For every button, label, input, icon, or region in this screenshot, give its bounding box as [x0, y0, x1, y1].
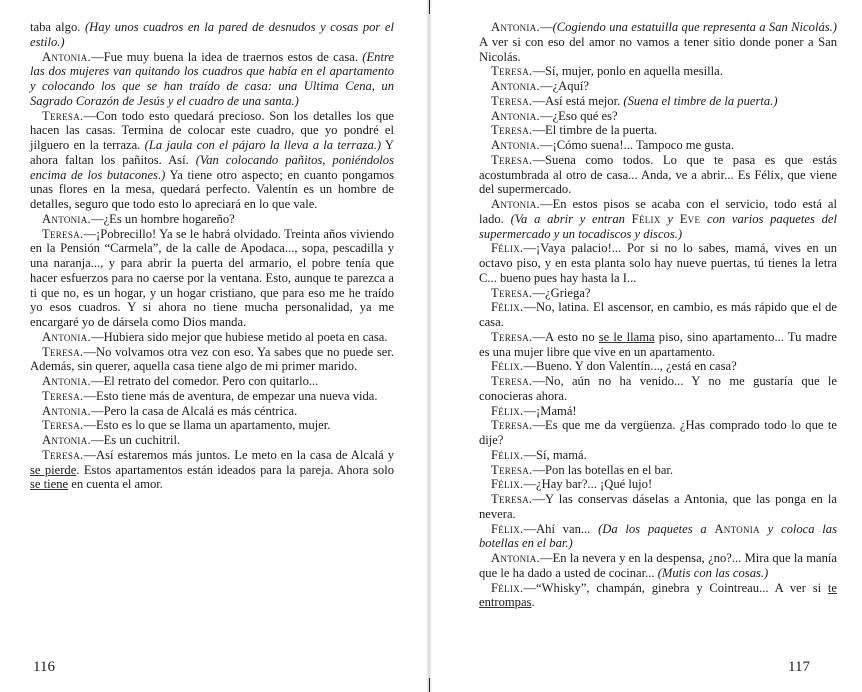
speaker-name: Teresa.: [42, 418, 84, 433]
stage-direction: y coloca las botellas en el bar.): [479, 521, 837, 551]
dialogue-text: te entrompas: [479, 580, 837, 610]
dialogue-text: —Ahí van...: [523, 521, 599, 536]
dialogue-text: . Estos apartamentos están ideados para la pareja. Ahora solo: [76, 462, 394, 477]
speaker-name: Teresa.: [491, 462, 533, 477]
paragraph: [479, 551, 837, 581]
dialogue-text: —Y las conservas dáselas a Antonia, que las ponga en la nevera.: [479, 492, 837, 521]
dialogue-text: —¿Es un hombre hogareño?: [90, 211, 235, 226]
speaker-name: Antonia.: [42, 329, 91, 344]
paragraph: [479, 418, 837, 448]
stage-direction: (Mutis con las cosas.): [657, 565, 769, 580]
stage-direction: (La jaula con el pájaro la lleva a la terraza.): [144, 138, 382, 152]
dialogue-text: —¿Griega?: [532, 285, 591, 300]
dialogue-text: Ya tiene otro aspecto; en cuanto pongamos unas flores en la mesa, quedará perfecto. Valentín es un hombre de detalles, seguro que todo esto lo apreciará en lo que vale.: [30, 167, 394, 211]
paragraph: [479, 463, 837, 478]
speaker-name: Antonia.: [42, 433, 91, 447]
dialogue-text: se le llama: [598, 329, 655, 344]
speaker-name: Félix.: [491, 241, 524, 256]
dialogue-text: en cuenta el amor.: [68, 477, 163, 492]
dialogue-text: —En estos pisos se acaba con el servicio, todo está al lado.: [479, 197, 837, 226]
speaker-name: Antonia.: [491, 138, 540, 152]
dialogue-text: —El timbre de la puerta.: [532, 123, 658, 138]
speaker-name: Félix.: [491, 477, 524, 492]
dialogue-text: se tiene: [30, 477, 69, 492]
dialogue-text: .: [531, 595, 535, 610]
paragraph: [479, 492, 837, 522]
left-page-number: 116: [33, 659, 55, 675]
paragraph: [30, 212, 394, 227]
dialogue-text: Y ahora faltan los pañitos. Así.: [30, 138, 395, 167]
paragraph: [479, 330, 837, 360]
dialogue-text: —Esto es lo que se llama un apartamento, mujer.: [83, 418, 331, 433]
speaker-name: Antonia.: [491, 551, 540, 565]
paragraph: [479, 404, 837, 419]
dialogue-text: —Pero la casa de Alcalá es más céntrica.: [90, 403, 298, 418]
right-page-number: 117: [788, 659, 810, 675]
dialogue-text: —Hubiera sido mejor que hubiese metido al poeta en casa.: [90, 329, 388, 344]
paragraph: [30, 345, 394, 375]
speaker-name: Antonia.: [491, 20, 540, 34]
dialogue-text: —¡Pobrecillo! Ya se le habrá olvidado. Treinta años viviendo en la Pensión “Carmela”, de la calle de Apodaca..., sopa, pescadilla y una naranja..., y para abrir la puerta del armario, el pobre tenía que hacer esfuerzos para no caerse por la ventana. Esto, aunque te parezca a ti que no, es un hogar, y un hogar cristiano, que para eso me he traído yo esos cuadros. Y si ahora no tiene mucha personalidad, ya me encargaré yo de dársela como Dios manda.: [30, 226, 394, 329]
paragraph: [479, 359, 837, 374]
paragraph: [479, 374, 837, 404]
speaker-name: Teresa.: [491, 152, 533, 167]
left-page-text: [30, 20, 394, 492]
speaker-name: Antonia: [714, 521, 760, 536]
dialogue-text: piso, sino apartamento... Tu madre es una mujer libre que vive en un apartamento.: [479, 329, 837, 359]
dialogue-text: —: [539, 20, 553, 34]
paragraph: [30, 374, 394, 389]
dialogue-text: —Sí, mujer, ponlo en aquella mesilla.: [532, 64, 723, 79]
dialogue-text: —El retrato del comedor. Pero con quitarlo...: [90, 374, 319, 388]
dialogue-text: —No, aún no ha venido... Y no me gustaría que le conocieras ahora.: [479, 374, 837, 403]
paragraph: [30, 227, 394, 330]
paragraph: [30, 389, 394, 404]
dialogue-text: —¡Mamá!: [523, 403, 577, 418]
paragraph: [479, 138, 837, 153]
right-page-text: [479, 20, 837, 610]
paragraph: [479, 522, 837, 552]
paragraph: [479, 20, 837, 64]
paragraph: [30, 20, 394, 50]
paragraph: [30, 109, 394, 212]
speaker-name: Antonia.: [42, 374, 91, 388]
stage-direction: (Cogiendo una estatuilla que representa a San Nicolás.): [552, 20, 837, 34]
speaker-name: Félix.: [491, 359, 524, 374]
speaker-name: Antonia.: [42, 403, 91, 418]
stage-direction: con varios paquetes del supermercado y un tocadiscos y discos.): [479, 211, 837, 241]
dialogue-text: —Sí, mamá.: [523, 447, 587, 462]
dialogue-text: —Suena como todos. Lo que te pasa es que estás acostumbrada al otro de casa... Anda, ve a abrir... Es Félix, que viene del supermercado.: [479, 152, 837, 197]
speaker-name: Teresa.: [42, 388, 84, 403]
speaker-name: Antonia.: [491, 108, 540, 123]
stage-direction: (Van colocando pañitos, poniéndolos encima de los butacones.): [30, 152, 394, 182]
right-page: [431, 0, 862, 692]
speaker-name: Félix.: [491, 447, 524, 462]
dialogue-text: —En la nevera y en la despensa, ¿no?... Mira que la manía que le ha dado a usted de cocinar...: [479, 551, 837, 580]
speaker-name: Teresa.: [491, 329, 533, 344]
speaker-name: Félix.: [491, 521, 524, 536]
paragraph: [30, 418, 394, 433]
dialogue-text: —Así estaremos más juntos. Le meto en la casa de Alcalá y: [83, 447, 394, 462]
paragraph: [479, 64, 837, 79]
dialogue-text: —Es que me da vergüenza. ¿Has comprado todo lo que te dije?: [479, 418, 837, 447]
dialogue-text: —¿Aquí?: [539, 79, 589, 93]
speaker-name: Teresa.: [491, 93, 533, 108]
paragraph: [479, 448, 837, 463]
paragraph: [30, 50, 394, 109]
stage-direction: (Va a abrir y entran: [510, 211, 632, 226]
speaker-name: Antonia.: [42, 49, 91, 64]
paragraph: [479, 123, 837, 138]
dialogue-text: —Bueno. Y don Valentín..., ¿está en casa?: [523, 359, 737, 374]
dialogue-text: —¡Cómo suena!... Tampoco me gusta.: [539, 138, 735, 152]
paragraph: [479, 109, 837, 124]
paragraph: [479, 197, 837, 241]
speaker-name: Teresa.: [491, 285, 533, 300]
paragraph: [479, 94, 837, 109]
stage-direction: (Entre las dos mujeres van quitando los cuadros que había en el apartamento y colocando los que se han traído de casa: una Ultima Cena, un Sagrado Corazón de Jesús y el cuadro de una santa.): [30, 49, 394, 108]
dialogue-text: —Es un cuchitril.: [90, 433, 181, 447]
paragraph: [479, 153, 837, 197]
paragraph: [30, 433, 394, 448]
paragraph: [479, 300, 837, 330]
paragraph: [30, 448, 394, 492]
speaker-name: Antonia.: [491, 197, 540, 211]
dialogue-text: —No, latina. El ascensor, en cambio, es más rápido que el de casa.: [479, 300, 837, 329]
dialogue-text: —Fue muy buena la idea de traernos estos de casa.: [90, 49, 363, 64]
speaker-name: Teresa.: [42, 344, 84, 359]
speaker-name: Félix.: [491, 403, 524, 418]
dialogue-text: —No volvamos otra vez con eso. Ya sabes que no puede ser. Además, sin querer, aquella casa tiene algo de mi primer marido.: [30, 344, 394, 374]
paragraph: [479, 241, 837, 285]
dialogue-text: se pierde: [30, 462, 77, 477]
dialogue-text: —¿Hay bar?... ¡Qué lujo!: [523, 477, 653, 492]
dialogue-text: —“Whisky”, champán, ginebra y Cointreau... A ver si: [523, 580, 828, 595]
dialogue-text: —¿Eso qué es?: [539, 108, 618, 123]
speaker-name: Teresa.: [491, 492, 533, 506]
stage-direction: (Hay unos cuadros en la pared de desnudos y cosas por el estilo.): [30, 20, 394, 49]
dialogue-text: —A esto no: [532, 329, 599, 344]
dialogue-text: —Así está mejor.: [532, 93, 624, 108]
speaker-name: Teresa.: [491, 418, 533, 433]
dialogue-text: taba algo.: [30, 20, 85, 34]
dialogue-text: —Esto tiene más de aventura, de empezar una nueva vida.: [83, 388, 378, 403]
paragraph: [479, 79, 837, 94]
speaker-name: Félix.: [491, 300, 524, 315]
paragraph: [479, 477, 837, 492]
paragraph: [479, 286, 837, 301]
speaker-name: Teresa.: [491, 64, 533, 79]
speaker-name: Eve: [679, 211, 701, 226]
dialogue-text: A ver si con eso del amor no vamos a tener sitio donde poner a San Nicolás.: [479, 34, 837, 64]
stage-direction: y: [660, 211, 680, 226]
paragraph: [30, 404, 394, 419]
dialogue-text: —¡Vaya palacio!... Por si no lo sabes, mamá, vives en un octavo piso, y en esta planta solo hay nueve puertas, tú tienes la letra C... bueno pues hay hasta la I...: [479, 241, 837, 285]
paragraph: [30, 330, 394, 345]
speaker-name: Teresa.: [42, 447, 84, 462]
speaker-name: Antonia.: [491, 79, 540, 93]
stage-direction: (Suena el timbre de la puerta.): [623, 93, 778, 108]
speaker-name: Teresa.: [491, 123, 533, 138]
stage-direction: (Da los paquetes a: [598, 521, 715, 536]
speaker-name: Félix.: [491, 580, 524, 595]
dialogue-text: —Pon las botellas en el bar.: [532, 462, 674, 477]
speaker-name: Félix: [631, 211, 661, 226]
speaker-name: Antonia.: [42, 211, 91, 226]
speaker-name: Teresa.: [42, 108, 84, 123]
speaker-name: Teresa.: [42, 226, 84, 241]
paragraph: [479, 581, 837, 611]
speaker-name: Teresa.: [491, 374, 533, 388]
dialogue-text: —Con todo esto quedará precioso. Son los detalles los que hacen las casas. Termina de colocar este cuadro, que yo pondré el jilguero en la terraza.: [30, 108, 394, 152]
